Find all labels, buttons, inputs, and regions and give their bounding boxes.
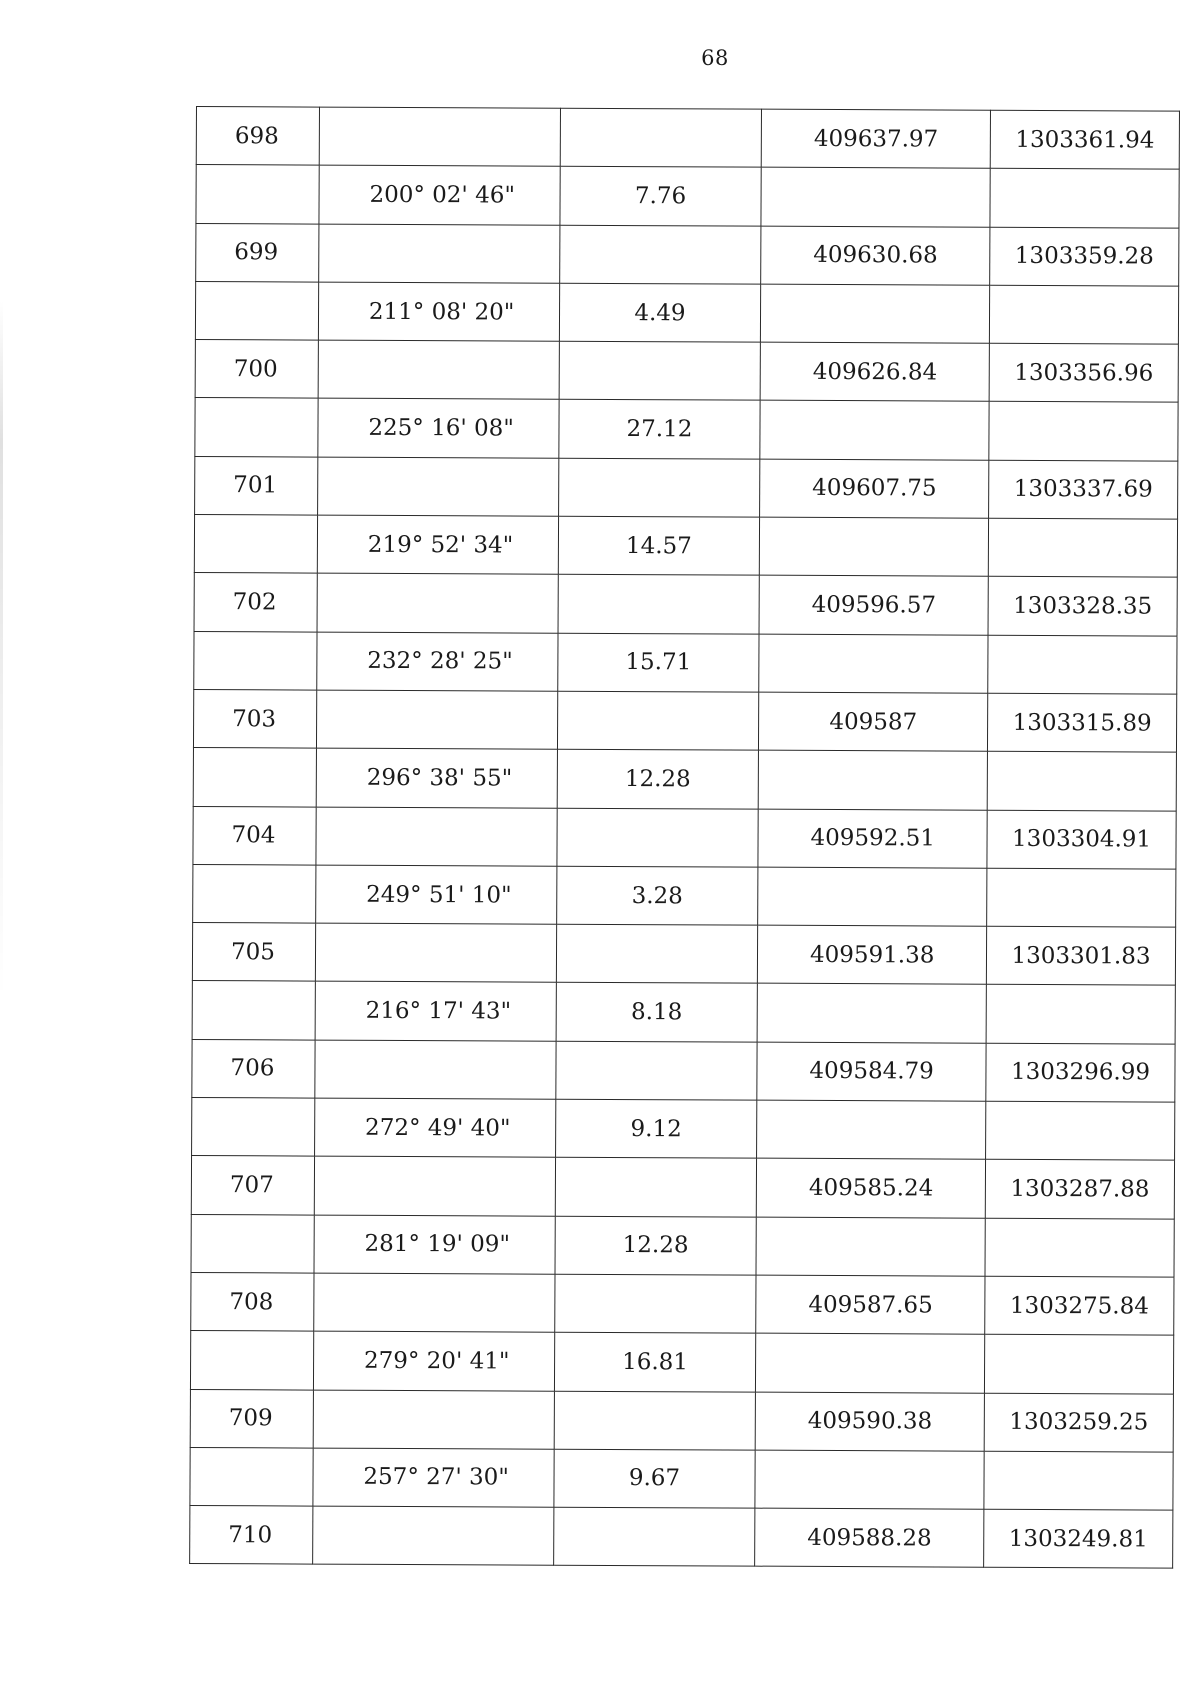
northing-cell [989, 285, 1178, 344]
bearing-cell [319, 224, 560, 283]
bearing-cell: 281° 19' 09" [314, 1215, 555, 1274]
station-cell [194, 515, 317, 574]
easting-cell [761, 167, 990, 226]
table-row [192, 923, 1175, 986]
distance-cell: 9.67 [554, 1449, 756, 1508]
bearing-cell: 225° 16' 08" [318, 399, 559, 458]
northing-cell: 1303356.96 [989, 343, 1178, 402]
distance-cell [559, 225, 761, 284]
easting-cell: 409596.57 [759, 576, 988, 635]
station-cell [195, 398, 318, 457]
distance-cell: 16.81 [554, 1332, 756, 1391]
northing-cell [988, 635, 1177, 694]
easting-cell: 409630.68 [761, 226, 990, 285]
station-cell [195, 281, 318, 340]
distance-cell [557, 691, 759, 750]
table-row [193, 864, 1176, 927]
table-row [195, 340, 1178, 403]
distance-cell [559, 341, 761, 400]
northing-cell [988, 518, 1177, 577]
bearing-cell: 272° 49' 40" [314, 1098, 555, 1157]
station-cell: 700 [195, 340, 318, 399]
table-row [190, 1506, 1173, 1569]
easting-cell [757, 984, 986, 1043]
distance-cell: 7.76 [560, 167, 762, 226]
bearing-cell: 232° 28' 25" [317, 632, 558, 691]
easting-cell: 409587.65 [756, 1275, 985, 1334]
easting-cell [757, 1100, 986, 1159]
easting-cell [758, 867, 987, 926]
distance-cell: 4.49 [559, 283, 761, 342]
northing-cell: 1303301.83 [986, 926, 1175, 985]
bearing-cell [315, 1040, 556, 1099]
northing-cell: 1303304.91 [987, 810, 1176, 869]
station-cell [196, 165, 319, 224]
northing-cell [989, 402, 1178, 461]
table-row [195, 398, 1178, 461]
easting-cell [755, 1450, 984, 1509]
table-row [196, 107, 1179, 170]
northing-cell: 1303328.35 [988, 577, 1177, 636]
bearing-cell: 249° 51' 10" [316, 865, 557, 924]
table-row [192, 1098, 1175, 1161]
table-row [194, 573, 1177, 636]
distance-cell: 12.28 [555, 1216, 757, 1275]
easting-cell: 409591.38 [758, 925, 987, 984]
table-row [191, 1272, 1174, 1335]
easting-cell [756, 1333, 985, 1392]
distance-cell [558, 458, 760, 517]
bearing-cell [316, 807, 557, 866]
northing-cell: 1303337.69 [989, 460, 1178, 519]
northing-cell [985, 1218, 1174, 1277]
distance-cell: 3.28 [556, 866, 758, 925]
northing-cell: 1303359.28 [990, 227, 1179, 286]
station-cell [193, 748, 316, 807]
distance-cell: 12.28 [557, 749, 759, 808]
station-cell: 702 [194, 573, 317, 632]
northing-cell [984, 1451, 1173, 1510]
table-row [193, 748, 1176, 811]
northing-cell [986, 985, 1175, 1044]
table-row [192, 981, 1175, 1044]
northing-cell [986, 1101, 1175, 1160]
bearing-cell [318, 340, 559, 399]
bearing-cell: 219° 52' 34" [317, 515, 558, 574]
table-row [193, 806, 1176, 869]
northing-cell: 1303296.99 [986, 1043, 1175, 1102]
station-cell [193, 864, 316, 923]
station-cell: 705 [192, 923, 315, 982]
table-body [190, 107, 1180, 1569]
bearing-cell: 279° 20' 41" [313, 1331, 554, 1390]
bearing-cell [317, 457, 558, 516]
station-cell [191, 1214, 314, 1273]
table-row [195, 281, 1178, 344]
distance-cell: 27.12 [558, 400, 760, 459]
station-cell: 709 [190, 1389, 313, 1448]
bearing-cell: 257° 27' 30" [313, 1448, 554, 1507]
distance-cell: 9.12 [555, 1099, 757, 1158]
table-row [191, 1214, 1174, 1277]
distance-cell [558, 575, 760, 634]
bearing-cell [314, 1156, 555, 1215]
station-cell: 703 [193, 689, 316, 748]
table-row [196, 223, 1179, 286]
distance-cell [554, 1274, 756, 1333]
table-row [190, 1331, 1173, 1394]
station-cell [190, 1331, 313, 1390]
distance-cell [555, 1041, 757, 1100]
table-row [195, 456, 1178, 519]
distance-cell [557, 808, 759, 867]
table-row [190, 1389, 1173, 1452]
table-row [192, 1039, 1175, 1102]
table-row [196, 165, 1179, 228]
distance-cell: 15.71 [557, 633, 759, 692]
distance-cell [554, 1391, 756, 1450]
northing-cell [990, 169, 1179, 228]
easting-cell: 409588.28 [755, 1508, 984, 1567]
easting-cell: 409637.97 [762, 109, 991, 168]
easting-cell [760, 401, 989, 460]
easting-cell: 409590.38 [755, 1392, 984, 1451]
bearing-cell [314, 1273, 555, 1332]
bearing-cell: 200° 02' 46" [319, 165, 560, 224]
easting-cell: 409584.79 [757, 1042, 986, 1101]
northing-cell: 1303315.89 [988, 693, 1177, 752]
station-cell: 704 [193, 806, 316, 865]
distance-cell [553, 1507, 755, 1566]
distance-cell: 8.18 [556, 983, 758, 1042]
table-row [191, 1156, 1174, 1219]
distance-cell [560, 108, 762, 167]
easting-cell [759, 750, 988, 809]
station-cell: 706 [192, 1039, 315, 1098]
distance-cell: 14.57 [558, 516, 760, 575]
table-row [193, 689, 1176, 752]
easting-cell: 409587 [759, 692, 988, 751]
bearing-cell: 211° 08' 20" [318, 282, 559, 341]
bearing-cell [313, 1390, 554, 1449]
distance-cell [555, 1158, 757, 1217]
northing-cell [987, 868, 1176, 927]
table-row [194, 631, 1177, 694]
page-number: 68 [701, 46, 729, 70]
table-row [190, 1447, 1173, 1510]
station-cell [192, 981, 315, 1040]
station-cell [190, 1447, 313, 1506]
station-cell: 698 [196, 107, 319, 166]
station-cell [192, 1098, 315, 1157]
bearing-cell [317, 573, 558, 632]
bearing-cell: 296° 38' 55" [316, 748, 557, 807]
table-row [194, 515, 1177, 578]
easting-cell: 409626.84 [760, 342, 989, 401]
easting-cell [756, 1217, 985, 1276]
distance-cell [556, 924, 758, 983]
northing-cell: 1303287.88 [985, 1160, 1174, 1219]
northing-cell: 1303275.84 [985, 1276, 1174, 1335]
bearing-cell [315, 923, 556, 982]
northing-cell: 1303361.94 [990, 110, 1179, 169]
northing-cell [985, 1334, 1174, 1393]
station-cell: 701 [195, 456, 318, 515]
easting-cell [759, 634, 988, 693]
bearing-cell [316, 690, 557, 749]
station-cell: 708 [191, 1272, 314, 1331]
station-cell: 710 [190, 1506, 313, 1565]
survey-coordinates-table [189, 106, 1180, 1569]
station-cell: 699 [196, 223, 319, 282]
easting-cell: 409607.75 [760, 459, 989, 518]
easting-cell: 409585.24 [757, 1158, 986, 1217]
bearing-cell [319, 107, 560, 166]
scan-edge-shadow [0, 300, 3, 1000]
easting-cell [761, 284, 990, 343]
station-cell [194, 631, 317, 690]
easting-cell [760, 517, 989, 576]
northing-cell [987, 752, 1176, 811]
bearing-cell [313, 1506, 554, 1565]
station-cell: 707 [191, 1156, 314, 1215]
northing-cell: 1303259.25 [984, 1393, 1173, 1452]
bearing-cell: 216° 17' 43" [315, 982, 556, 1041]
easting-cell: 409592.51 [758, 809, 987, 868]
northing-cell: 1303249.81 [984, 1509, 1173, 1568]
